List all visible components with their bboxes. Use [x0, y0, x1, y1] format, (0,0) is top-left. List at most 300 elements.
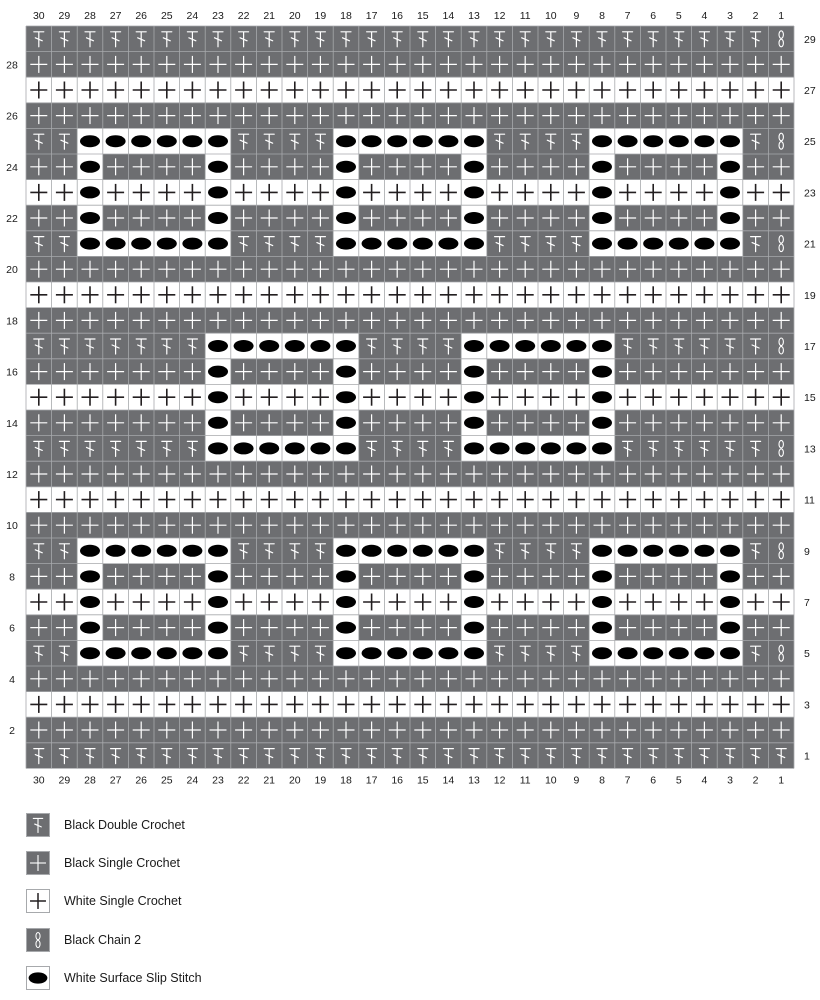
- column-number: 12: [493, 774, 506, 787]
- white-single-crochet-cell: [231, 692, 257, 718]
- white-single-crochet-cell: [384, 77, 410, 103]
- column-number: 1: [778, 10, 785, 22]
- white-single-crochet-cell: [77, 77, 103, 103]
- black-single-crochet-cell: [461, 256, 487, 282]
- black-single-crochet-cell: [231, 154, 257, 180]
- white-single-crochet-cell: [103, 77, 129, 103]
- white-single-crochet-icon: [26, 889, 50, 913]
- white-single-crochet-cell: [205, 77, 231, 103]
- white-single-crochet-cell: [436, 180, 462, 206]
- black-single-crochet-cell: [615, 256, 641, 282]
- black-double-crochet-cell: [589, 26, 615, 52]
- white-single-crochet-cell: [512, 77, 538, 103]
- black-single-crochet-cell: [154, 205, 180, 231]
- white-surface-slip-stitch-cell: [205, 154, 231, 180]
- black-chain-2-cell: [768, 333, 794, 359]
- black-double-crochet-cell: [308, 743, 334, 769]
- white-single-crochet-cell: [282, 180, 308, 206]
- column-number: 8: [599, 774, 605, 787]
- white-single-crochet-cell: [461, 692, 487, 718]
- black-single-crochet-cell: [308, 666, 334, 692]
- white-surface-slip-stitch-cell: [589, 384, 615, 410]
- black-single-crochet-cell: [410, 717, 436, 743]
- white-surface-slip-stitch-cell: [487, 436, 513, 462]
- white-surface-slip-stitch-cell: [461, 205, 487, 231]
- black-single-crochet-cell: [77, 359, 103, 385]
- white-single-crochet-cell: [282, 589, 308, 615]
- white-surface-slip-stitch-cell: [615, 538, 641, 564]
- black-single-crochet-cell: [461, 308, 487, 334]
- column-numbers-top: [33, 10, 784, 22]
- black-single-crochet-cell: [589, 512, 615, 538]
- white-single-crochet-cell: [666, 180, 692, 206]
- black-single-crochet-cell: [103, 256, 129, 282]
- black-single-crochet-cell: [256, 461, 282, 487]
- white-single-crochet-cell: [692, 77, 718, 103]
- white-surface-slip-stitch-cell: [461, 231, 487, 257]
- black-single-crochet-cell: [512, 717, 538, 743]
- black-double-crochet-cell: [256, 128, 282, 154]
- black-single-crochet-cell: [487, 410, 513, 436]
- black-single-crochet-cell: [359, 52, 385, 78]
- black-single-crochet-cell: [26, 717, 52, 743]
- column-number: 5: [675, 10, 682, 22]
- black-single-crochet-cell: [768, 615, 794, 641]
- black-single-crochet-cell: [692, 308, 718, 334]
- black-single-crochet-cell: [308, 52, 334, 78]
- black-double-crochet-cell: [743, 128, 769, 154]
- black-single-crochet-cell: [666, 52, 692, 78]
- white-single-crochet-cell: [52, 487, 78, 513]
- black-single-crochet-cell: [692, 461, 718, 487]
- row-number: 10: [6, 520, 18, 533]
- black-double-crochet-cell: [308, 640, 334, 666]
- white-single-crochet-cell: [743, 384, 769, 410]
- white-single-crochet-cell: [436, 282, 462, 308]
- white-single-crochet-cell: [256, 692, 282, 718]
- white-surface-slip-stitch-cell: [333, 564, 359, 590]
- black-single-crochet-cell: [461, 666, 487, 692]
- black-double-crochet-cell: [538, 538, 564, 564]
- black-single-crochet-cell: [768, 256, 794, 282]
- black-single-crochet-cell: [282, 717, 308, 743]
- black-single-crochet-cell: [282, 308, 308, 334]
- white-surface-slip-stitch-cell: [205, 538, 231, 564]
- black-single-crochet-cell: [333, 103, 359, 129]
- white-single-crochet-cell: [154, 180, 180, 206]
- black-double-crochet-cell: [615, 743, 641, 769]
- black-double-crochet-cell: [743, 26, 769, 52]
- white-single-crochet-cell: [717, 282, 743, 308]
- white-surface-slip-stitch-cell: [436, 538, 462, 564]
- white-single-crochet-cell: [538, 589, 564, 615]
- column-number: 19: [314, 10, 327, 22]
- white-single-crochet-cell: [692, 282, 718, 308]
- black-single-crochet-cell: [180, 512, 206, 538]
- black-single-crochet-cell: [384, 666, 410, 692]
- white-single-crochet-cell: [154, 384, 180, 410]
- black-double-crochet-cell: [666, 436, 692, 462]
- black-double-crochet-cell: [538, 640, 564, 666]
- black-single-crochet-cell: [384, 103, 410, 129]
- black-single-crochet-cell: [359, 205, 385, 231]
- black-single-crochet-cell: [615, 103, 641, 129]
- black-single-crochet-cell: [180, 461, 206, 487]
- black-single-crochet-cell: [103, 52, 129, 78]
- black-single-crochet-cell: [333, 52, 359, 78]
- column-number: 7: [624, 10, 631, 22]
- black-single-crochet-cell: [666, 717, 692, 743]
- white-surface-slip-stitch-cell: [410, 538, 436, 564]
- black-single-crochet-cell: [52, 205, 78, 231]
- white-single-crochet-cell: [384, 692, 410, 718]
- black-single-crochet-cell: [103, 615, 129, 641]
- black-single-crochet-cell: [564, 666, 590, 692]
- white-surface-slip-stitch-cell: [436, 231, 462, 257]
- white-single-crochet-cell: [487, 77, 513, 103]
- black-double-crochet-cell: [487, 640, 513, 666]
- column-number: 24: [186, 774, 199, 787]
- row-number: 11: [804, 494, 815, 507]
- black-double-crochet-cell: [461, 26, 487, 52]
- black-single-crochet-cell: [231, 410, 257, 436]
- black-single-crochet-cell: [743, 512, 769, 538]
- black-single-crochet-cell: [308, 461, 334, 487]
- white-surface-slip-stitch-cell: [77, 640, 103, 666]
- black-single-crochet-cell: [77, 410, 103, 436]
- black-single-crochet-cell: [282, 103, 308, 129]
- black-double-crochet-cell: [717, 26, 743, 52]
- column-number: 20: [288, 774, 301, 787]
- black-double-crochet-cell: [743, 436, 769, 462]
- black-single-crochet-cell: [410, 256, 436, 282]
- column-number: 14: [442, 774, 455, 787]
- black-single-crochet-cell: [589, 308, 615, 334]
- row-number: 15: [804, 392, 816, 405]
- black-chain-2-cell: [768, 128, 794, 154]
- white-surface-slip-stitch-cell: [333, 410, 359, 436]
- white-single-crochet-cell: [103, 180, 129, 206]
- black-double-crochet-cell: [282, 640, 308, 666]
- black-single-crochet-cell: [743, 154, 769, 180]
- white-single-crochet-cell: [333, 282, 359, 308]
- row-number: 18: [6, 315, 18, 328]
- black-double-crochet-cell: [436, 26, 462, 52]
- black-single-crochet-cell: [128, 52, 154, 78]
- black-single-crochet-cell: [538, 615, 564, 641]
- black-single-crochet-cell: [564, 154, 590, 180]
- column-number: 23: [212, 774, 224, 787]
- white-single-crochet-cell: [512, 282, 538, 308]
- black-single-crochet-cell: [487, 103, 513, 129]
- white-surface-slip-stitch-cell: [205, 128, 231, 154]
- white-single-crochet-cell: [77, 282, 103, 308]
- white-surface-slip-stitch-cell: [512, 436, 538, 462]
- white-single-crochet-cell: [538, 384, 564, 410]
- black-single-crochet-cell: [180, 52, 206, 78]
- white-surface-slip-stitch-cell: [77, 154, 103, 180]
- white-single-crochet-cell: [77, 384, 103, 410]
- white-surface-slip-stitch-cell: [231, 333, 257, 359]
- white-surface-slip-stitch-cell: [436, 128, 462, 154]
- black-single-crochet-cell: [308, 154, 334, 180]
- column-number: 25: [160, 10, 173, 22]
- white-surface-slip-stitch-cell: [384, 538, 410, 564]
- white-single-crochet-cell: [128, 180, 154, 206]
- black-single-crochet-cell: [359, 717, 385, 743]
- white-surface-slip-stitch-cell: [205, 436, 231, 462]
- black-double-crochet-cell: [487, 128, 513, 154]
- black-double-crochet-cell: [180, 26, 206, 52]
- black-single-crochet-cell: [256, 717, 282, 743]
- white-surface-slip-stitch-cell: [103, 538, 129, 564]
- white-single-crochet-cell: [743, 692, 769, 718]
- black-single-crochet-cell: [615, 717, 641, 743]
- white-surface-slip-stitch-cell: [359, 128, 385, 154]
- white-surface-slip-stitch-cell: [538, 333, 564, 359]
- white-surface-slip-stitch-cell: [333, 436, 359, 462]
- black-single-crochet-cell: [640, 615, 666, 641]
- black-double-crochet-cell: [538, 231, 564, 257]
- black-single-crochet-cell: [436, 666, 462, 692]
- black-double-crochet-cell: [436, 436, 462, 462]
- white-surface-slip-stitch-cell: [538, 436, 564, 462]
- white-single-crochet-cell: [256, 180, 282, 206]
- black-double-crochet-cell: [384, 333, 410, 359]
- black-single-crochet-cell: [128, 461, 154, 487]
- black-single-crochet-cell: [205, 103, 231, 129]
- white-surface-slip-stitch-cell: [487, 333, 513, 359]
- white-single-crochet-cell: [52, 180, 78, 206]
- black-single-crochet-cell: [743, 205, 769, 231]
- black-single-crochet-cell: [717, 52, 743, 78]
- black-single-crochet-cell: [717, 717, 743, 743]
- white-surface-slip-stitch-cell: [692, 231, 718, 257]
- white-single-crochet-cell: [333, 77, 359, 103]
- black-single-crochet-cell: [538, 52, 564, 78]
- black-double-crochet-cell: [384, 743, 410, 769]
- black-single-crochet-cell: [768, 103, 794, 129]
- black-single-crochet-cell: [487, 359, 513, 385]
- black-single-crochet-cell: [692, 154, 718, 180]
- black-single-crochet-cell: [333, 308, 359, 334]
- white-surface-slip-stitch-cell: [717, 564, 743, 590]
- black-single-crochet-cell: [564, 359, 590, 385]
- black-single-crochet-cell: [512, 666, 538, 692]
- row-number: 12: [6, 469, 18, 481]
- black-single-crochet-cell: [77, 461, 103, 487]
- black-single-crochet-cell: [640, 461, 666, 487]
- column-number: 15: [416, 10, 429, 22]
- white-surface-slip-stitch-cell: [512, 333, 538, 359]
- white-single-crochet-cell: [436, 589, 462, 615]
- white-surface-slip-stitch-cell: [180, 231, 206, 257]
- black-single-crochet-cell: [436, 308, 462, 334]
- black-single-crochet-cell: [538, 564, 564, 590]
- black-single-crochet-cell: [564, 103, 590, 129]
- white-surface-slip-stitch-cell: [308, 333, 334, 359]
- black-single-crochet-cell: [512, 52, 538, 78]
- white-single-crochet-cell: [282, 384, 308, 410]
- white-surface-slip-stitch-cell: [436, 640, 462, 666]
- white-surface-slip-stitch-cell: [717, 154, 743, 180]
- black-double-crochet-cell: [564, 640, 590, 666]
- column-number: 11: [519, 774, 531, 787]
- black-single-crochet-cell: [77, 256, 103, 282]
- black-single-crochet-cell: [256, 205, 282, 231]
- black-single-crochet-cell: [564, 717, 590, 743]
- white-single-crochet-cell: [26, 77, 52, 103]
- white-surface-slip-stitch-cell: [333, 384, 359, 410]
- white-single-crochet-cell: [52, 77, 78, 103]
- white-surface-slip-stitch-cell: [461, 589, 487, 615]
- black-single-crochet-cell: [564, 308, 590, 334]
- black-single-crochet-cell: [26, 461, 52, 487]
- white-surface-slip-stitch-cell: [333, 154, 359, 180]
- white-single-crochet-cell: [436, 384, 462, 410]
- black-double-crochet-cell: [128, 26, 154, 52]
- black-single-crochet-cell: [205, 666, 231, 692]
- white-surface-slip-stitch-cell: [154, 640, 180, 666]
- black-single-crochet-cell: [384, 359, 410, 385]
- white-single-crochet-cell: [538, 77, 564, 103]
- black-single-crochet-cell: [743, 308, 769, 334]
- black-single-crochet-cell: [231, 564, 257, 590]
- black-single-crochet-cell: [538, 103, 564, 129]
- black-double-crochet-cell: [717, 436, 743, 462]
- white-surface-slip-stitch-cell: [256, 436, 282, 462]
- black-single-crochet-cell: [26, 512, 52, 538]
- white-surface-slip-stitch-cell: [128, 640, 154, 666]
- white-surface-slip-stitch-cell: [461, 640, 487, 666]
- black-single-crochet-cell: [640, 154, 666, 180]
- white-surface-slip-stitch-cell: [205, 180, 231, 206]
- row-number: 3: [804, 699, 810, 712]
- black-single-crochet-cell: [410, 564, 436, 590]
- black-double-crochet-cell: [743, 333, 769, 359]
- black-double-crochet-cell: [52, 538, 78, 564]
- white-surface-slip-stitch-cell: [282, 333, 308, 359]
- black-double-crochet-cell: [256, 640, 282, 666]
- black-single-crochet-cell: [436, 512, 462, 538]
- white-surface-slip-stitch-cell: [461, 359, 487, 385]
- black-double-crochet-cell: [52, 128, 78, 154]
- black-single-crochet-cell: [52, 666, 78, 692]
- black-single-crochet-cell: [538, 154, 564, 180]
- black-single-crochet-cell: [52, 717, 78, 743]
- white-single-crochet-cell: [512, 487, 538, 513]
- black-double-crochet-cell: [52, 640, 78, 666]
- white-surface-slip-stitch-cell: [77, 128, 103, 154]
- black-single-crochet-cell: [640, 256, 666, 282]
- black-single-crochet-cell: [308, 564, 334, 590]
- black-double-crochet-cell: [308, 538, 334, 564]
- white-surface-slip-stitch-cell: [461, 333, 487, 359]
- legend-label: Black Chain 2: [64, 932, 142, 947]
- black-single-crochet-cell: [538, 308, 564, 334]
- white-surface-slip-stitch-cell: [205, 333, 231, 359]
- white-single-crochet-cell: [564, 180, 590, 206]
- black-single-crochet-cell: [692, 512, 718, 538]
- column-number: 26: [135, 774, 148, 787]
- black-double-crochet-cell: [615, 436, 641, 462]
- black-single-crochet-cell: [436, 461, 462, 487]
- white-surface-slip-stitch-cell: [103, 231, 129, 257]
- black-single-crochet-cell: [384, 461, 410, 487]
- white-single-crochet-cell: [717, 384, 743, 410]
- white-single-crochet-cell: [564, 282, 590, 308]
- black-single-crochet-cell: [308, 615, 334, 641]
- black-single-crochet-cell: [333, 717, 359, 743]
- black-single-crochet-cell: [436, 615, 462, 641]
- black-single-crochet-cell: [282, 615, 308, 641]
- black-single-crochet-cell: [128, 359, 154, 385]
- white-single-crochet-cell: [436, 692, 462, 718]
- white-single-crochet-cell: [640, 384, 666, 410]
- black-single-crochet-cell: [128, 205, 154, 231]
- black-double-crochet-cell: [487, 538, 513, 564]
- white-single-crochet-cell: [103, 282, 129, 308]
- white-single-crochet-cell: [743, 77, 769, 103]
- black-single-crochet-cell: [512, 512, 538, 538]
- black-single-crochet-cell: [589, 52, 615, 78]
- white-surface-slip-stitch-cell: [333, 205, 359, 231]
- black-single-crochet-cell: [128, 666, 154, 692]
- black-single-crochet-cell: [487, 461, 513, 487]
- white-single-crochet-cell: [359, 384, 385, 410]
- black-single-crochet-cell: [743, 461, 769, 487]
- black-single-crochet-cell: [359, 154, 385, 180]
- black-single-crochet-cell: [52, 615, 78, 641]
- black-single-crochet-cell: [768, 359, 794, 385]
- column-number: 16: [391, 10, 404, 22]
- black-single-crochet-cell: [359, 256, 385, 282]
- white-surface-slip-stitch-cell: [589, 359, 615, 385]
- black-double-crochet-cell: [231, 640, 257, 666]
- black-single-crochet-cell: [717, 359, 743, 385]
- black-single-crochet-cell: [128, 512, 154, 538]
- white-single-crochet-cell: [538, 180, 564, 206]
- black-double-crochet-cell: [743, 231, 769, 257]
- white-surface-slip-stitch-cell: [589, 564, 615, 590]
- black-single-crochet-cell: [103, 410, 129, 436]
- black-double-crochet-cell: [512, 231, 538, 257]
- black-single-crochet-cell: [615, 512, 641, 538]
- white-single-crochet-cell: [487, 384, 513, 410]
- white-surface-slip-stitch-cell: [589, 640, 615, 666]
- row-number: 17: [804, 341, 816, 353]
- black-single-crochet-cell: [436, 564, 462, 590]
- black-single-crochet-cell: [410, 52, 436, 78]
- white-surface-slip-stitch-cell: [717, 205, 743, 231]
- black-single-crochet-cell: [308, 717, 334, 743]
- black-single-crochet-cell: [384, 564, 410, 590]
- black-double-crochet-cell: [128, 333, 154, 359]
- column-number: 13: [468, 10, 480, 22]
- black-single-crochet-cell: [282, 205, 308, 231]
- column-number: 10: [544, 10, 557, 22]
- black-double-crochet-cell: [538, 128, 564, 154]
- black-double-crochet-cell: [52, 26, 78, 52]
- black-double-crochet-cell: [512, 26, 538, 52]
- black-single-crochet-cell: [743, 103, 769, 129]
- white-single-crochet-cell: [231, 282, 257, 308]
- white-single-crochet-cell: [52, 692, 78, 718]
- black-double-crochet-cell: [103, 436, 129, 462]
- white-single-crochet-cell: [205, 487, 231, 513]
- black-single-crochet-cell: [666, 461, 692, 487]
- white-single-crochet-cell: [512, 384, 538, 410]
